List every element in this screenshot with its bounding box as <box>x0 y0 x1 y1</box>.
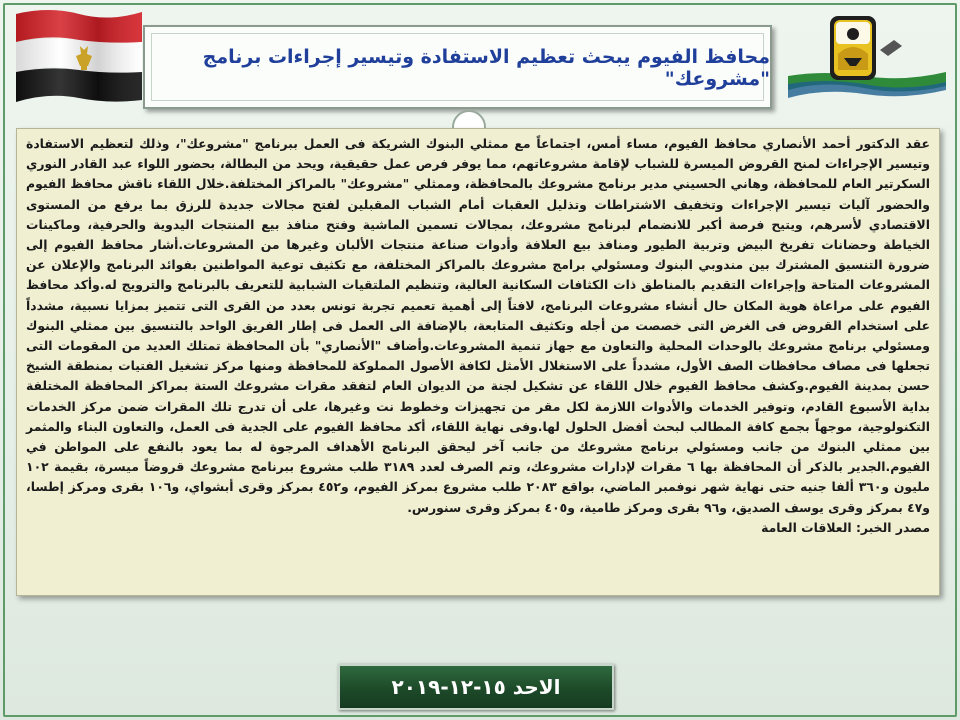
egypt-flag-icon <box>14 6 144 104</box>
publish-date: الاحد ١٥-١٢-٢٠١٩ <box>391 675 561 699</box>
date-banner <box>338 664 614 710</box>
article-body: عقد الدكتور أحمد الأنصاري محافظ الفيوم، مساء أمس، اجتماعاً مع ممثلي البنوك الشريكة فى العمل ببرنامج "مشروعك"، وذلك لتعظيم الاستفادة وتيسير الإجراءات لمنح القروض الميسرة للشباب لإقامة مشروعاتهم، مما يوفر فرص عمل حقيقية، ويحد من البطالة، بحضور اللواء عبد القادر النوري السكرتير العام للمحافظة، وهاني الحسيني مدير برنامج مشروعك بالمحافظة، وممثلي "مشروعك" بالمراكز المختلفة.خلال اللقاء ناقش محافظ الفيوم والحضور آليات تيسير الإجراءات وتخفيف الاشتراطات وتذليل العقبات أمام الشباب المقبلين لفتح مجالات جديدة للرزق بما يرفع من المستوى الاقتصادي لأسرهم، ويتيح فرصة أكبر للانضمام لبرنامج مشروعك، بمجالات تسمين الماشية وفتح منافذ بيع المنتجات اليدوية والحرفية، وماكينات الخياطة وحضانات تفريخ البيض وتربية الطيور ومنافذ بيع العلافة وأدوات صناعة منتجات الألبان وغيرها من المشروعات.أشار محافظ الفيوم إلى ضرورة التنسيق المشترك بين مندوبي البنوك ومسئولي برامج مشروعك بالمراكز المختلفة، مع تكثيف توعية المواطنين بفوائد البرنامج والإعلان عن المشروعات المتاحة وإجراءات التقديم بالمناطق ذات الكثافات السكانية العالية، وتنظيم الملتقيات الشبابية للتعريف بالبرنامج والترويج له.وأكد محافظ الفيوم على مراعاة هوية المكان حال أنشاء مشروعات البرنامج، لافتاً إلى أهمية تعميم تجربة تونس بعدد من القرى التى تتميز بمزايا نسبية، مشدداً على استخدام القروض فى الغرض التى خصصت من أجله وتكثيف المتابعة، بالإضافة الى العمل فى إطار الفريق الواحد بالتنسيق بين ممثلي البنوك ومسئولي برنامج مشروعك بالوحدات المحلية والتعاون مع جهاز تنمية المشروعات.وأضاف "الأنصاري" بأن المحافظة تمتلك العديد من المقومات التى تجعلها فى مصاف محافظات الصف الأول، مشدداً على الاستغلال الأمثل لكافة الأصول المملوكة للمحافظة ومنها مركز تشغيل الفتيات بمنطقة الشيخ حسن بمدينة الفيوم.وكشف محافظ الفيوم خلال اللقاء عن تشكيل لجنة من الديوان العام لتفقد مقرات مشروعك الستة بمراكز المحافظة المختلفة بداية الأسبوع القادم، وتوفير الخدمات والأدوات اللازمة لكل مقر من تجهيزات وخطوط نت وغيرها، على أن تدرج تلك المقرات ضمن مركز الخدمات التكنولوجية، موجهاً بجمع كافة المطالب لبحث أفضل الحلول لها.وفى نهاية اللقاء، أكد محافظ الفيوم على الجدية فى العمل، والتعاون البناء والمثمر بين ممثلي البنوك من جانب ومسئولي برنامج مشروعك من جانب آخر ليحقق البرنامج الأهداف المرجوة له بما يعود بالنفع على المواطن في الفيوم.الجدير بالذكر أن المحافظة بها ٦ مقرات لإدارات مشروعك، وتم الصرف لعدد ٣١٨٩ طلب مشروع ببرنامج مشروعك قروضاً ميسرة، بقيمة ١٠٢ مليون و٣٦٠ ألفا جنيه حتى نهاية شهر نوفمبر الماضي، بواقع ٢٠٨٣ طلب مشروع بمركز الفيوم، و٤٥٢ بمركز وقرى أبشواي، و١٠٦ بقرى ومركز إطسا، و٤٧ بمركز وقرى يوسف الصديق، و٩٦ بقرى ومركز طامية، و٤٠٥ بمركز وقرى سنورس. <box>26 136 930 515</box>
article-panel <box>16 128 940 596</box>
fayoum-governorate-logo-icon <box>784 10 950 102</box>
title-banner <box>143 25 772 109</box>
page-title: محافظ الفيوم يبحث تعظيم الاستفادة وتيسير إجراءات برنامج "مشروعك" <box>202 46 770 90</box>
article-source: مصدر الخبر: العلاقات العامة <box>761 519 930 535</box>
